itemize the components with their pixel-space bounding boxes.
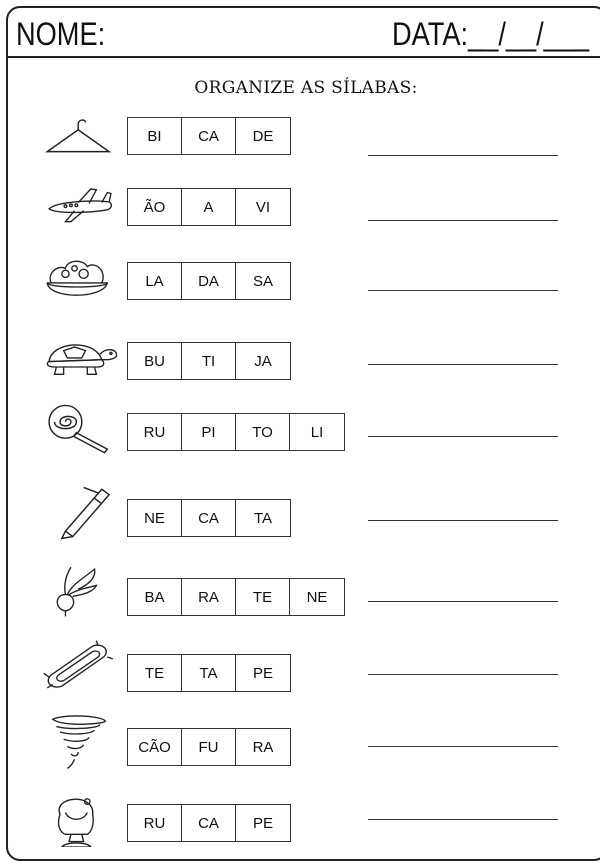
answer-line[interactable] — [368, 520, 558, 521]
answer-line[interactable] — [368, 819, 558, 820]
syllable-box: RU — [128, 805, 182, 841]
syllable-box: SA — [252, 272, 273, 290]
syllable-box: TO — [236, 414, 290, 450]
header-divider — [6, 56, 600, 58]
rug-icon — [34, 637, 126, 697]
answer-line[interactable] — [368, 220, 558, 221]
syllable-box: TI — [182, 343, 236, 379]
syllable-box: NE — [128, 500, 182, 536]
syllable-box: TA — [182, 655, 236, 691]
tornado-icon — [34, 712, 126, 772]
hanger-icon — [34, 108, 126, 168]
syllable-boxes — [127, 262, 291, 300]
syllable-boxes — [127, 804, 291, 842]
syllable-boxes — [127, 117, 291, 155]
exercise-row — [0, 108, 600, 168]
syllable-box: DA — [182, 263, 236, 299]
beet-icon — [34, 560, 126, 620]
syllable-box: CA — [182, 118, 236, 154]
syllable-box: JA — [254, 352, 272, 370]
syllable-box: VI — [255, 198, 271, 216]
syllable-box: ÃO — [128, 189, 182, 225]
exercise-row — [0, 482, 600, 542]
pen-icon — [34, 482, 126, 542]
syllable-box: BA — [128, 579, 182, 615]
exercise-row — [0, 178, 600, 238]
answer-line[interactable] — [368, 746, 558, 747]
exercise-row — [0, 560, 600, 620]
wig-icon — [34, 787, 126, 847]
syllable-box: TE — [128, 655, 182, 691]
syllable-boxes — [127, 578, 345, 616]
syllable-box: BI — [128, 118, 182, 154]
lollipop-icon — [34, 400, 126, 460]
syllable-box: LI — [310, 423, 324, 441]
syllable-box: CÃO — [128, 729, 182, 765]
syllable-box: PE — [252, 814, 273, 832]
airplane-icon — [34, 178, 126, 238]
syllable-boxes — [127, 413, 345, 451]
exercise-row — [0, 637, 600, 697]
answer-line[interactable] — [368, 436, 558, 437]
syllable-box: CA — [182, 500, 236, 536]
syllable-box: TE — [236, 579, 290, 615]
exercise-row — [0, 787, 600, 847]
syllable-box: RA — [182, 579, 236, 615]
syllable-box: A — [182, 189, 236, 225]
worksheet-title: ORGANIZE AS SÍLABAS: — [194, 78, 418, 98]
salad-icon — [34, 252, 126, 312]
syllable-boxes — [127, 342, 291, 380]
syllable-box: RU — [128, 414, 182, 450]
answer-line[interactable] — [368, 290, 558, 291]
syllable-boxes — [127, 188, 291, 226]
exercise-row — [0, 712, 600, 772]
turtle-icon — [34, 327, 126, 387]
syllable-box: BU — [128, 343, 182, 379]
exercise-row — [0, 252, 600, 312]
syllable-box: TA — [253, 509, 273, 527]
syllable-boxes — [127, 499, 291, 537]
syllable-boxes — [127, 654, 291, 692]
syllable-boxes — [127, 728, 291, 766]
syllable-box: RA — [252, 738, 274, 756]
answer-line[interactable] — [368, 364, 558, 365]
syllable-box: LA — [128, 263, 182, 299]
syllable-box: PE — [252, 664, 273, 682]
syllable-box: DE — [252, 127, 274, 145]
syllable-box: NE — [306, 588, 328, 606]
answer-line[interactable] — [368, 674, 558, 675]
date-label: DATA:__/__/___ — [392, 16, 590, 52]
syllable-box: CA — [182, 805, 236, 841]
exercise-row — [0, 327, 600, 387]
exercise-row — [0, 400, 600, 460]
name-label: NOME: — [16, 16, 106, 52]
answer-line[interactable] — [368, 155, 558, 156]
answer-line[interactable] — [368, 601, 558, 602]
syllable-box: FU — [182, 729, 236, 765]
syllable-box: PI — [182, 414, 236, 450]
